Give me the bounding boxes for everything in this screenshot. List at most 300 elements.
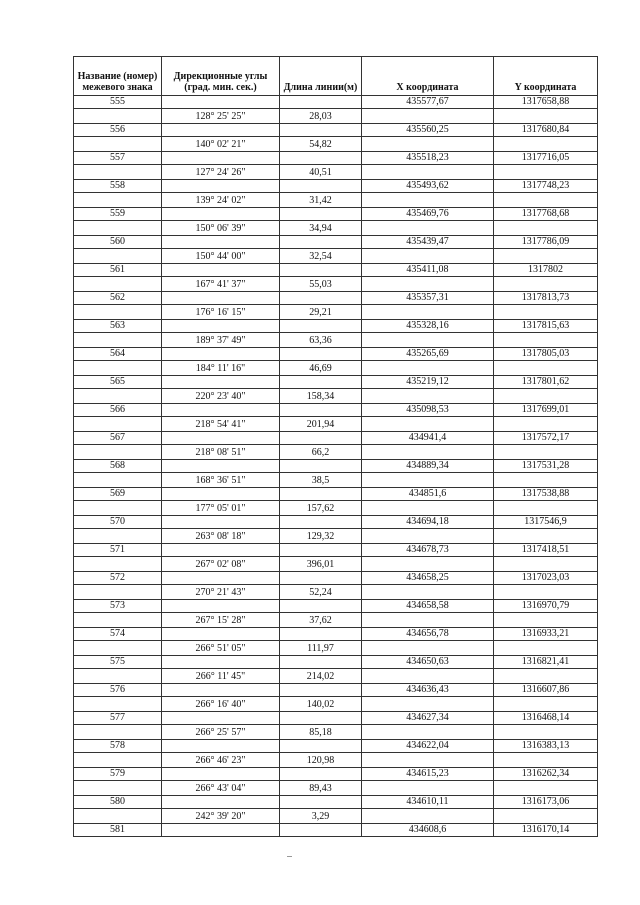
line-length: 46,69 — [280, 361, 362, 376]
line-row — [74, 221, 598, 236]
line-row — [74, 249, 598, 264]
empty-cell — [362, 361, 494, 376]
coordinates-document — [73, 56, 597, 837]
line-length: 31,42 — [280, 193, 362, 208]
point-y: 1316262,34 — [494, 768, 598, 781]
point-x: 435219,12 — [362, 376, 494, 389]
coordinates-table — [73, 56, 598, 837]
line-angle: 266° 51' 05" — [162, 641, 280, 656]
empty-cell — [74, 473, 162, 488]
line-row — [74, 641, 598, 656]
header-angle: Дирекционные углы (град. мин. сек.) — [162, 57, 280, 96]
point-row — [74, 152, 598, 165]
point-x: 434615,23 — [362, 768, 494, 781]
point-name: 563 — [74, 320, 162, 333]
point-row — [74, 404, 598, 417]
header-y: Y координата — [494, 57, 598, 96]
empty-cell — [494, 641, 598, 656]
empty-cell — [494, 249, 598, 264]
empty-cell — [162, 264, 280, 277]
empty-cell — [74, 109, 162, 124]
empty-cell — [280, 768, 362, 781]
empty-cell — [494, 613, 598, 628]
empty-cell — [162, 460, 280, 473]
empty-cell — [74, 277, 162, 292]
point-name: 555 — [74, 96, 162, 109]
line-length: 52,24 — [280, 585, 362, 600]
empty-cell — [362, 529, 494, 544]
empty-cell — [494, 137, 598, 152]
point-row — [74, 96, 598, 109]
point-name: 558 — [74, 180, 162, 193]
point-row — [74, 432, 598, 445]
empty-cell — [494, 781, 598, 796]
point-row — [74, 824, 598, 837]
point-y: 1317786,09 — [494, 236, 598, 249]
empty-cell — [280, 488, 362, 501]
empty-cell — [162, 488, 280, 501]
empty-cell — [74, 501, 162, 516]
empty-cell — [162, 320, 280, 333]
empty-cell — [280, 572, 362, 585]
line-row — [74, 445, 598, 460]
point-name: 567 — [74, 432, 162, 445]
line-angle: 177° 05' 01" — [162, 501, 280, 516]
line-row — [74, 165, 598, 180]
point-x: 434678,73 — [362, 544, 494, 557]
empty-cell — [494, 557, 598, 572]
point-x: 435439,47 — [362, 236, 494, 249]
point-name: 579 — [74, 768, 162, 781]
empty-cell — [162, 572, 280, 585]
empty-cell — [74, 361, 162, 376]
line-angle: 267° 15' 28" — [162, 613, 280, 628]
empty-cell — [362, 697, 494, 712]
point-row — [74, 208, 598, 221]
point-y: 1316383,13 — [494, 740, 598, 753]
line-length: 40,51 — [280, 165, 362, 180]
point-x: 434941,4 — [362, 432, 494, 445]
empty-cell — [280, 544, 362, 557]
line-angle: 127° 24' 26" — [162, 165, 280, 180]
empty-cell — [362, 333, 494, 348]
point-y: 1317801,62 — [494, 376, 598, 389]
point-y: 1316468,14 — [494, 712, 598, 725]
line-angle: 266° 11' 45" — [162, 669, 280, 684]
empty-cell — [74, 557, 162, 572]
line-angle: 267° 02' 08" — [162, 557, 280, 572]
empty-cell — [74, 137, 162, 152]
empty-cell — [74, 193, 162, 208]
point-x: 435265,69 — [362, 348, 494, 361]
empty-cell — [494, 221, 598, 236]
empty-cell — [162, 600, 280, 613]
empty-cell — [162, 124, 280, 137]
point-row — [74, 348, 598, 361]
empty-cell — [162, 544, 280, 557]
point-name: 556 — [74, 124, 162, 137]
point-row — [74, 460, 598, 473]
point-row — [74, 628, 598, 641]
point-name: 559 — [74, 208, 162, 221]
line-angle: 168° 36' 51" — [162, 473, 280, 488]
line-row — [74, 473, 598, 488]
point-name: 581 — [74, 824, 162, 837]
point-y: 1316170,14 — [494, 824, 598, 837]
point-y: 1317748,23 — [494, 180, 598, 193]
empty-cell — [162, 292, 280, 305]
table-header-row — [74, 57, 598, 96]
point-name: 577 — [74, 712, 162, 725]
empty-cell — [280, 264, 362, 277]
point-y: 1317531,28 — [494, 460, 598, 473]
point-row — [74, 488, 598, 501]
line-row — [74, 389, 598, 404]
point-name: 580 — [74, 796, 162, 809]
point-row — [74, 740, 598, 753]
empty-cell — [494, 669, 598, 684]
empty-cell — [280, 684, 362, 697]
empty-cell — [494, 277, 598, 292]
empty-cell — [162, 656, 280, 669]
empty-cell — [362, 305, 494, 320]
empty-cell — [494, 473, 598, 488]
point-y: 1316821,41 — [494, 656, 598, 669]
empty-cell — [74, 417, 162, 432]
point-row — [74, 656, 598, 669]
empty-cell — [74, 613, 162, 628]
line-row — [74, 277, 598, 292]
point-x: 435357,31 — [362, 292, 494, 305]
point-y: 1317418,51 — [494, 544, 598, 557]
line-length: 28,03 — [280, 109, 362, 124]
empty-cell — [162, 628, 280, 641]
point-y: 1316933,21 — [494, 628, 598, 641]
line-length: 140,02 — [280, 697, 362, 712]
point-row — [74, 180, 598, 193]
point-y: 1317023,03 — [494, 572, 598, 585]
point-row — [74, 264, 598, 277]
line-length: 66,2 — [280, 445, 362, 460]
empty-cell — [280, 460, 362, 473]
point-x: 434656,78 — [362, 628, 494, 641]
empty-cell — [494, 725, 598, 740]
point-name: 573 — [74, 600, 162, 613]
line-length: 54,82 — [280, 137, 362, 152]
empty-cell — [162, 404, 280, 417]
point-row — [74, 544, 598, 557]
empty-cell — [494, 109, 598, 124]
empty-cell — [494, 529, 598, 544]
point-x: 434627,34 — [362, 712, 494, 725]
line-row — [74, 781, 598, 796]
empty-cell — [280, 180, 362, 193]
line-angle: 167° 41' 37" — [162, 277, 280, 292]
empty-cell — [494, 753, 598, 768]
empty-cell — [280, 432, 362, 445]
line-row — [74, 193, 598, 208]
empty-cell — [362, 445, 494, 460]
point-y: 1317572,17 — [494, 432, 598, 445]
line-length: 55,03 — [280, 277, 362, 292]
line-angle: 184° 11' 16" — [162, 361, 280, 376]
empty-cell — [74, 221, 162, 236]
empty-cell — [162, 432, 280, 445]
point-row — [74, 236, 598, 249]
point-y: 1317813,73 — [494, 292, 598, 305]
empty-cell — [74, 669, 162, 684]
empty-cell — [162, 768, 280, 781]
point-y: 1317680,84 — [494, 124, 598, 137]
line-row — [74, 613, 598, 628]
empty-cell — [494, 445, 598, 460]
point-name: 578 — [74, 740, 162, 753]
empty-cell — [494, 193, 598, 208]
line-angle: 150° 06' 39" — [162, 221, 280, 236]
empty-cell — [162, 208, 280, 221]
empty-cell — [280, 320, 362, 333]
empty-cell — [362, 809, 494, 824]
empty-cell — [162, 740, 280, 753]
line-length: 214,02 — [280, 669, 362, 684]
empty-cell — [280, 152, 362, 165]
point-x: 434650,63 — [362, 656, 494, 669]
point-y: 1317658,88 — [494, 96, 598, 109]
empty-cell — [362, 473, 494, 488]
empty-cell — [162, 796, 280, 809]
empty-cell — [362, 249, 494, 264]
point-y: 1317815,63 — [494, 320, 598, 333]
empty-cell — [362, 613, 494, 628]
empty-cell — [280, 96, 362, 109]
header-length: Длина линии(м) — [280, 57, 362, 96]
point-name: 564 — [74, 348, 162, 361]
line-angle: 266° 46' 23" — [162, 753, 280, 768]
point-name: 571 — [74, 544, 162, 557]
point-x: 434622,04 — [362, 740, 494, 753]
empty-cell — [280, 348, 362, 361]
line-row — [74, 417, 598, 432]
empty-cell — [280, 124, 362, 137]
point-y: 1317802 — [494, 264, 598, 277]
line-length: 89,43 — [280, 781, 362, 796]
point-x: 435411,08 — [362, 264, 494, 277]
line-angle: 242° 39' 20" — [162, 809, 280, 824]
line-angle: 220° 23' 40" — [162, 389, 280, 404]
point-name: 561 — [74, 264, 162, 277]
empty-cell — [280, 292, 362, 305]
empty-cell — [494, 585, 598, 600]
point-x: 435098,53 — [362, 404, 494, 417]
page-mark — [287, 856, 292, 857]
empty-cell — [494, 165, 598, 180]
point-name: 562 — [74, 292, 162, 305]
empty-cell — [74, 333, 162, 348]
line-angle: 128° 25' 25" — [162, 109, 280, 124]
point-name: 576 — [74, 684, 162, 697]
line-length: 157,62 — [280, 501, 362, 516]
point-y: 1317768,68 — [494, 208, 598, 221]
point-name: 572 — [74, 572, 162, 585]
point-name: 570 — [74, 516, 162, 529]
point-y: 1316173,06 — [494, 796, 598, 809]
line-length: 129,32 — [280, 529, 362, 544]
empty-cell — [362, 389, 494, 404]
empty-cell — [280, 824, 362, 837]
line-angle: 189° 37' 49" — [162, 333, 280, 348]
line-row — [74, 529, 598, 544]
empty-cell — [280, 740, 362, 753]
line-row — [74, 809, 598, 824]
line-row — [74, 137, 598, 152]
empty-cell — [494, 697, 598, 712]
point-y: 1317546,9 — [494, 516, 598, 529]
empty-cell — [280, 796, 362, 809]
point-x: 435328,16 — [362, 320, 494, 333]
line-angle: 140° 02' 21" — [162, 137, 280, 152]
point-row — [74, 292, 598, 305]
empty-cell — [362, 417, 494, 432]
empty-cell — [362, 221, 494, 236]
point-x: 434694,18 — [362, 516, 494, 529]
empty-cell — [494, 501, 598, 516]
line-length: 37,62 — [280, 613, 362, 628]
point-name: 560 — [74, 236, 162, 249]
line-length: 63,36 — [280, 333, 362, 348]
empty-cell — [280, 208, 362, 221]
point-x: 434610,11 — [362, 796, 494, 809]
empty-cell — [74, 753, 162, 768]
line-row — [74, 669, 598, 684]
empty-cell — [162, 152, 280, 165]
point-row — [74, 684, 598, 697]
empty-cell — [74, 809, 162, 824]
empty-cell — [280, 600, 362, 613]
point-y: 1316970,79 — [494, 600, 598, 613]
line-row — [74, 585, 598, 600]
point-row — [74, 712, 598, 725]
empty-cell — [494, 417, 598, 432]
empty-cell — [280, 656, 362, 669]
empty-cell — [74, 389, 162, 404]
point-x: 435518,23 — [362, 152, 494, 165]
point-name: 565 — [74, 376, 162, 389]
empty-cell — [74, 165, 162, 180]
point-x: 434658,25 — [362, 572, 494, 585]
line-length: 111,97 — [280, 641, 362, 656]
point-x: 435493,62 — [362, 180, 494, 193]
line-length: 158,34 — [280, 389, 362, 404]
line-angle: 270° 21' 43" — [162, 585, 280, 600]
empty-cell — [494, 809, 598, 824]
line-length: 201,94 — [280, 417, 362, 432]
empty-cell — [74, 585, 162, 600]
line-row — [74, 557, 598, 572]
point-x: 435469,76 — [362, 208, 494, 221]
empty-cell — [162, 348, 280, 361]
empty-cell — [162, 236, 280, 249]
empty-cell — [362, 725, 494, 740]
empty-cell — [162, 684, 280, 697]
empty-cell — [162, 712, 280, 725]
line-row — [74, 501, 598, 516]
empty-cell — [280, 516, 362, 529]
line-row — [74, 305, 598, 320]
line-row — [74, 333, 598, 348]
point-x: 435560,25 — [362, 124, 494, 137]
empty-cell — [162, 824, 280, 837]
empty-cell — [362, 501, 494, 516]
line-angle: 266° 25' 57" — [162, 725, 280, 740]
point-row — [74, 572, 598, 585]
empty-cell — [74, 305, 162, 320]
line-length: 3,29 — [280, 809, 362, 824]
empty-cell — [362, 753, 494, 768]
empty-cell — [74, 529, 162, 544]
empty-cell — [74, 697, 162, 712]
point-y: 1317699,01 — [494, 404, 598, 417]
empty-cell — [494, 305, 598, 320]
line-angle: 266° 43' 04" — [162, 781, 280, 796]
point-x: 434851,6 — [362, 488, 494, 501]
point-row — [74, 768, 598, 781]
point-x: 434636,43 — [362, 684, 494, 697]
empty-cell — [74, 781, 162, 796]
line-angle: 176° 16' 15" — [162, 305, 280, 320]
table-body — [74, 96, 598, 837]
point-x: 435577,67 — [362, 96, 494, 109]
point-name: 575 — [74, 656, 162, 669]
point-name: 574 — [74, 628, 162, 641]
point-y: 1317805,03 — [494, 348, 598, 361]
empty-cell — [74, 725, 162, 740]
line-row — [74, 725, 598, 740]
line-angle: 139° 24' 02" — [162, 193, 280, 208]
point-name: 566 — [74, 404, 162, 417]
empty-cell — [362, 193, 494, 208]
line-row — [74, 361, 598, 376]
point-name: 569 — [74, 488, 162, 501]
header-name: Название (номер) межевого знака — [74, 57, 162, 96]
point-y: 1317716,05 — [494, 152, 598, 165]
empty-cell — [362, 165, 494, 180]
empty-cell — [362, 641, 494, 656]
point-name: 557 — [74, 152, 162, 165]
empty-cell — [162, 180, 280, 193]
point-y: 1317538,88 — [494, 488, 598, 501]
line-length: 120,98 — [280, 753, 362, 768]
empty-cell — [280, 712, 362, 725]
line-length: 34,94 — [280, 221, 362, 236]
line-row — [74, 109, 598, 124]
line-row — [74, 753, 598, 768]
empty-cell — [162, 96, 280, 109]
line-length: 29,21 — [280, 305, 362, 320]
point-row — [74, 124, 598, 137]
empty-cell — [362, 137, 494, 152]
point-x: 434889,34 — [362, 460, 494, 473]
line-angle: 263° 08' 18" — [162, 529, 280, 544]
empty-cell — [362, 669, 494, 684]
line-length: 38,5 — [280, 473, 362, 488]
header-x: X координата — [362, 57, 494, 96]
empty-cell — [362, 109, 494, 124]
point-row — [74, 516, 598, 529]
point-name: 568 — [74, 460, 162, 473]
line-angle: 150° 44' 00" — [162, 249, 280, 264]
empty-cell — [74, 445, 162, 460]
empty-cell — [162, 516, 280, 529]
